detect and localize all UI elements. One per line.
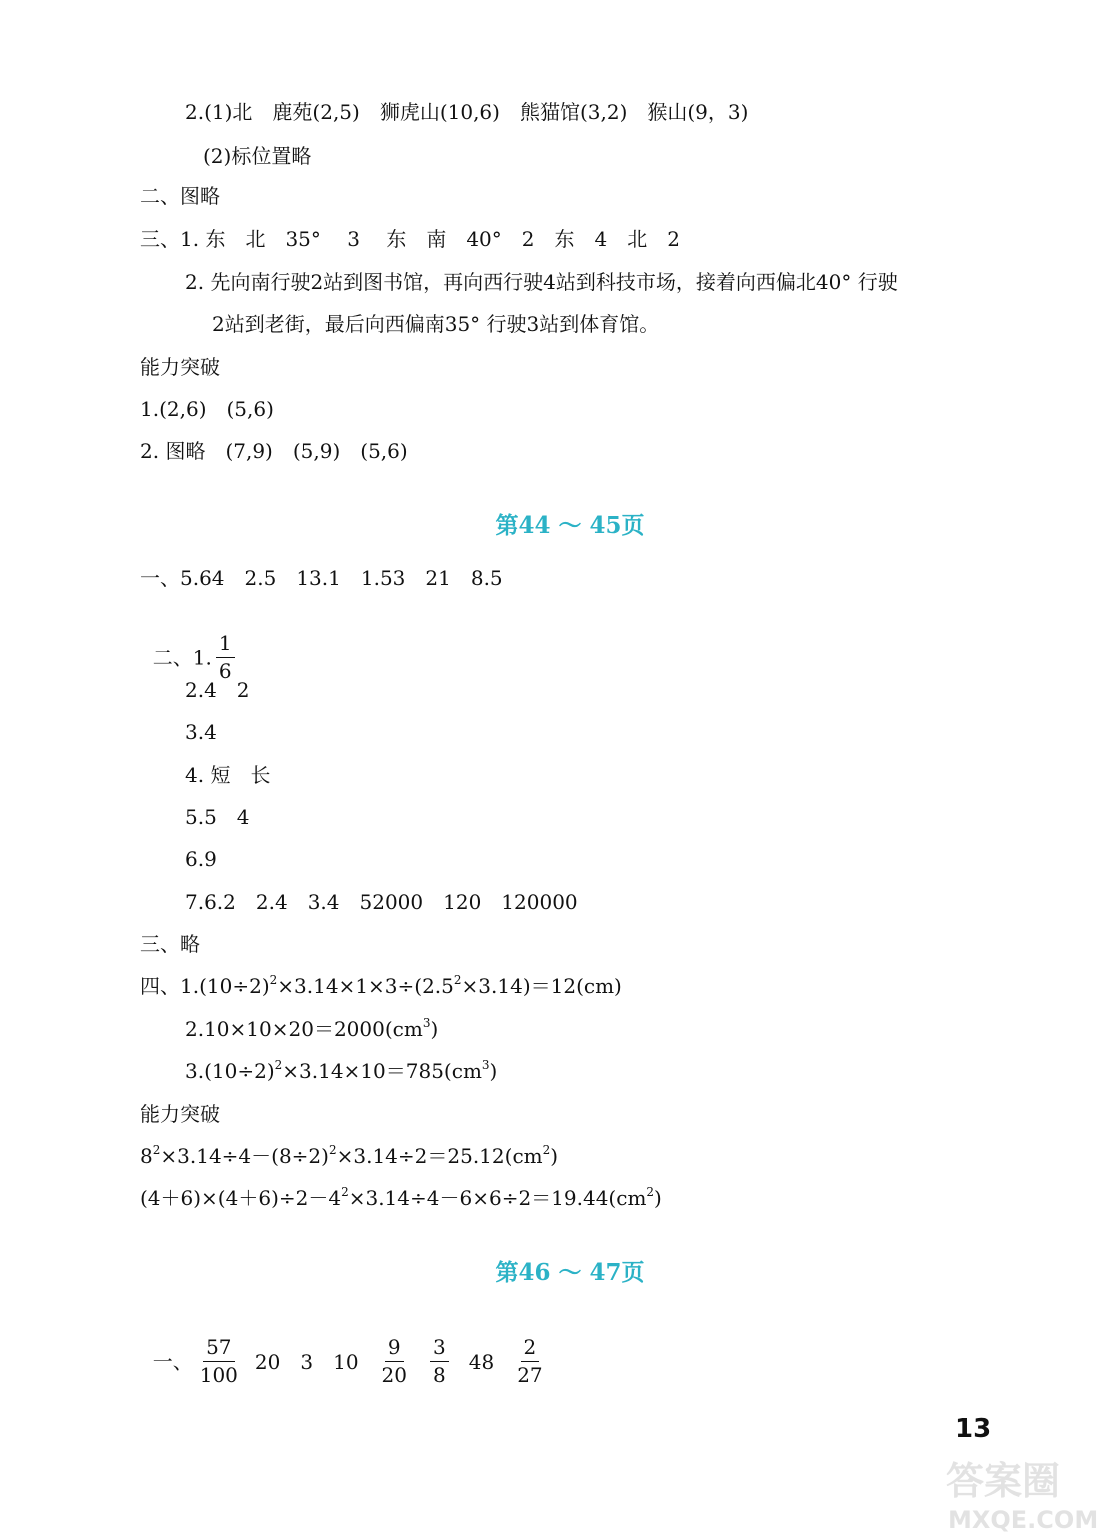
page-number: 13 xyxy=(955,1414,992,1444)
formula-line: $2.10\times 10\times 20=2000(cm^3)$ xyxy=(185,1016,439,1041)
formula-line: $8^2\times 3.14\div 4-(8\div 2)^2\times 3.14\div 2=25.12(cm^2)$ xyxy=(140,1143,559,1168)
answer-line: 7.6.2 2.4 3.4 52000 120 120000 xyxy=(185,890,578,914)
svg-text:MXQE.COM: MXQE.COM xyxy=(948,1506,1099,1534)
answer-line: 2. 先向南行驶2站到图书馆，再向西行驶4站到科技市场，接着向西偏北40° 行驶 xyxy=(185,270,898,294)
answer-line: 5.5 4 xyxy=(185,805,250,829)
section-title: 第44 ～ 45页 xyxy=(495,512,645,539)
formula-line: $(4+6)\times(4+6)\div 2-4^2\times 3.14\div 4-6\times 6\div 2=19.44(cm^2)$ xyxy=(140,1185,662,1210)
subsection-heading: 能力突破 xyxy=(140,355,220,379)
watermark-logo xyxy=(940,1450,1110,1534)
answer-line: (2)标位置略 xyxy=(203,144,312,168)
answer-line: 2站到老街，最后向西偏南35° 行驶3站到体育馆。 xyxy=(212,312,660,336)
fraction: $\frac{2}{27}$ xyxy=(517,1335,543,1387)
subsection-heading: 能力突破 xyxy=(140,1102,220,1126)
answer-line: 2.(1)北 鹿苑(2,5) 狮虎山(10,6) 熊猫馆(3,2) 猴山(9，3) xyxy=(185,100,749,124)
answer-line: 4. 短 长 xyxy=(185,763,271,787)
answer-line: 三、略 xyxy=(140,932,200,956)
answer-line: 2. 图略 (7,9) (5,9) (5,6) xyxy=(140,439,408,463)
answer-line: 二、图略 xyxy=(140,184,220,208)
svg-text:答案圈: 答案圈 xyxy=(946,1459,1061,1503)
fraction: $\frac{9}{20}$ xyxy=(381,1335,407,1387)
answer-line: 一、 $\frac{57}{100}$ 20 3 10 $\frac{9}{20}$ $\frac{3}{8}$ 48 $\frac{2}{27}$ xyxy=(140,1316,556,1387)
fraction: $\frac{3}{8}$ xyxy=(430,1336,449,1387)
fraction: $\frac{1}{6}$ xyxy=(216,632,235,683)
answer-line: 6.9 xyxy=(185,847,217,871)
fraction: $\frac{57}{100}$ xyxy=(199,1335,238,1387)
answer-line: 三、1. 东 北 35° 3 东 南 40° 2 东 4 北 2 xyxy=(140,227,680,251)
answer-line: 一、5.64 2.5 13.1 1.53 21 8.5 xyxy=(140,566,503,590)
answer-line: 2.4 2 xyxy=(185,678,250,702)
answer-line: 1.(2,6) (5,6) xyxy=(140,397,274,421)
section-title: 第46 ～ 47页 xyxy=(495,1259,645,1286)
answer-line: 3.4 xyxy=(185,720,217,744)
formula-line: 四、$1.(10\div 2)^2\times 3.14\times 1\times 3\div(2.5^2\times 3.14)=12(cm)$ xyxy=(140,973,622,998)
answer-line: 二、1. $\frac{1}{6}$ xyxy=(140,612,239,683)
formula-line: $3.(10\div 2)^2\times 3.14\times 10=785(cm^3)$ xyxy=(185,1058,498,1083)
